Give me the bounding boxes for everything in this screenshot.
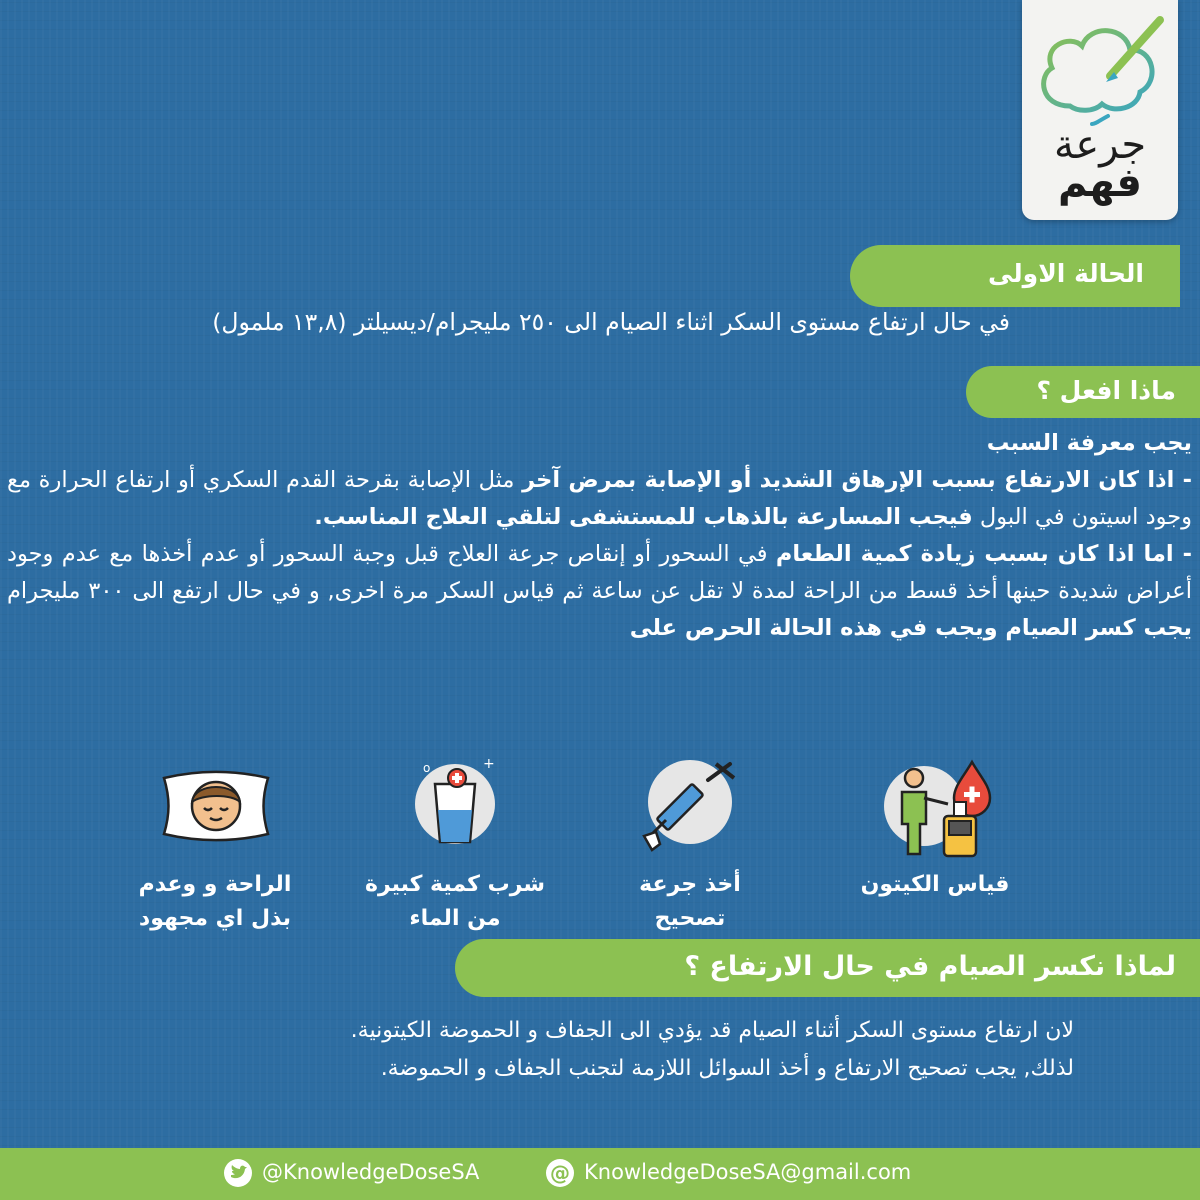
action-label-ketone: قياس الكيتون: [860, 872, 1010, 897]
case-description: في حال ارتفاع مستوى السكر اثناء الصيام الى ٢٥٠ مليجرام/ديسيلتر (١٣,٨ ملمول): [212, 308, 1010, 336]
action-label-water: [345, 868, 565, 936]
logo-word-top: جرعة: [1053, 122, 1147, 168]
thought-cloud-pen-icon: [1030, 6, 1170, 126]
case-title: الحالة الاولى: [987, 259, 1144, 288]
email-link[interactable]: KnowledgeDoseSA@gmail.com: [584, 1160, 912, 1184]
p2-bold-c: يجب كسر الصيام ويجب في هذه الحالة الحرص على: [629, 615, 1192, 641]
why-title: لماذا نكسر الصيام في حال الارتفاع ؟: [684, 951, 1176, 982]
p1-bold-c: فيجب المسارعة بالذهاب للمستشفى لتلقي العلاج المناسب.: [314, 504, 973, 530]
p1-text: مثل الإصابة بقرحة القدم السكري أو ارتفاع الحرارة مع وجود اسيتون في البول: [7, 467, 1192, 530]
why-explanation: [74, 1012, 1074, 1088]
p2-bold-a: - اما اذا كان بسبب زيادة كمية الطعام: [775, 541, 1192, 567]
instructions-body: [7, 425, 1192, 647]
action-rest-line1: الراحة و وعدم: [138, 872, 292, 897]
sleeping-face-icon: [158, 768, 274, 844]
action-label-rest: [100, 868, 330, 936]
paragraph-1: [7, 462, 1192, 536]
p1-bold-a: - اذا كان الارتفاع بسبب الإرهاق الشديد أو الإصابة بمرض آخر: [522, 467, 1192, 493]
action-rest-line2: بذل اي مجهود: [138, 906, 292, 931]
why-break-fast-pill: [455, 939, 1200, 997]
case-title-pill: [850, 245, 1180, 307]
action-water-line2: من الماء: [409, 906, 501, 931]
water-glass-icon: [413, 758, 499, 848]
footer-bar: [0, 1148, 1200, 1200]
p2-text: في السحور أو إنقاص جرعة العلاج قبل وجبة السحور أو عدم أخذها مع عدم وجود أعراض شديدة حينها أخذ قسط من الراحة لمدة لا تقل عن ساعة ثم قياس السكر مرة اخرى, و في حال ارتفع الى ٣٠٠ مليجرام: [7, 541, 1192, 604]
logo-word-bottom: فهم: [1058, 160, 1142, 206]
twitter-handle-link[interactable]: @KnowledgeDoseSA: [262, 1160, 480, 1184]
twitter-icon: [224, 1159, 252, 1187]
syringe-icon: [638, 758, 738, 854]
action-syringe-line2: تصحيح: [654, 906, 726, 931]
lead-text: يجب معرفة السبب: [986, 430, 1192, 456]
paragraph-2: [7, 536, 1192, 647]
ketone-meter-icon: [884, 758, 1000, 858]
svg-text:o: o: [423, 761, 431, 775]
action-label-syringe: [590, 868, 790, 936]
at-sign-icon: @: [546, 1159, 574, 1187]
what-to-do-pill: [966, 366, 1200, 418]
what-to-do-title: ماذا افعل ؟: [1036, 376, 1176, 405]
action-syringe-line1: أخذ جرعة: [639, 872, 741, 897]
why-line-2: لذلك, يجب تصحيح الارتفاع و أخذ السوائل اللازمة لتجنب الجفاف و الحموضة.: [380, 1056, 1074, 1081]
action-water-line1: شرب كمية كبيرة: [364, 872, 546, 897]
brand-logo: [1022, 0, 1178, 220]
why-line-1: لان ارتفاع مستوى السكر أثناء الصيام قد يؤدي الى الجفاف و الحموضة الكيتونية.: [350, 1018, 1074, 1043]
svg-text:+: +: [483, 758, 495, 772]
